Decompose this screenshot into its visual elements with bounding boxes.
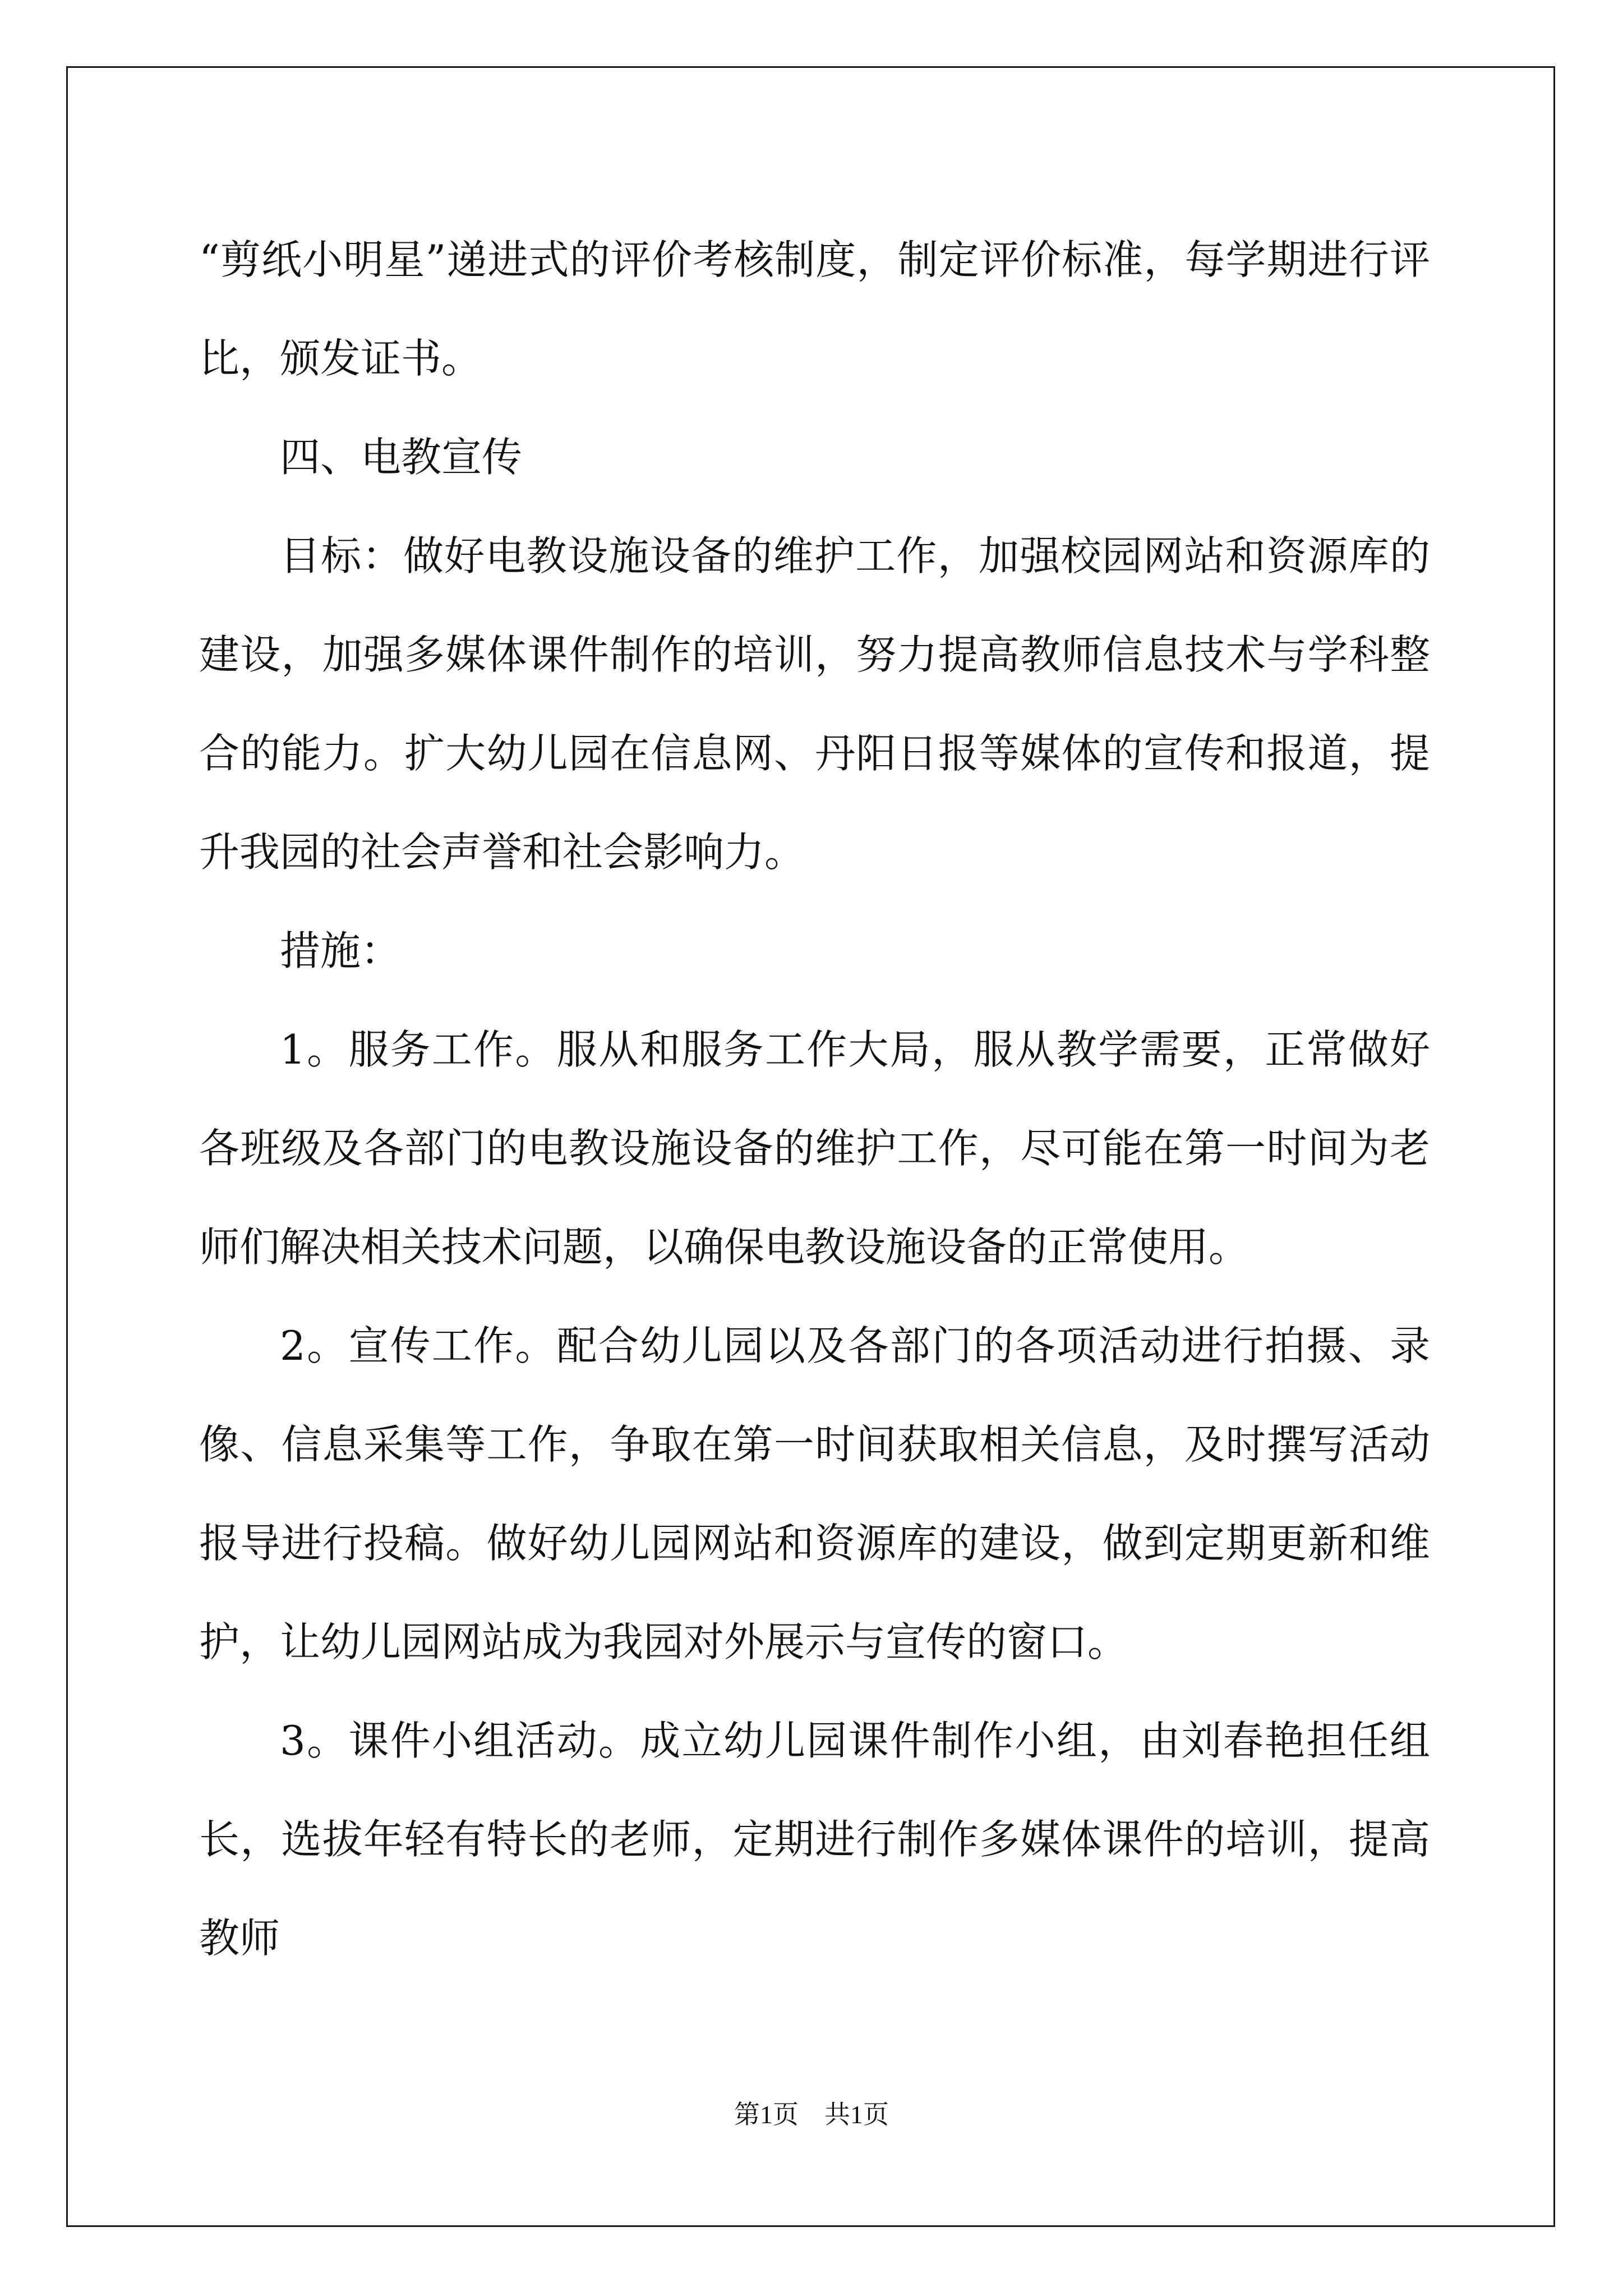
paragraph-goals: 目标：做好电教设施设备的维护工作，加强校园网站和资源库的建设，加强多媒体课件制作的培训，努力提高教师信息技术与学科整合的能力。扩大幼儿园在信息网、丹阳日报等媒体的宣传和报道，提升我园的社会声誉和社会影响力。 bbox=[199, 532, 1430, 876]
paragraph-publicity-work: 2。宣传工作。配合幼儿园以及各部门的各项活动进行拍摄、录像、信息采集等工作，争取在第一时间获取相关信息，及时撰写活动报导进行投稿。做好幼儿园网站和资源库的建设，做到定期更新和维护，让幼儿园网站成为我园对外展示与宣传的窗口。 bbox=[199, 1322, 1430, 1665]
paragraph-courseware-group: 3。课件小组活动。成立幼儿园课件制作小组，由刘春艳担任组长，选拔年轻有特长的老师，定期进行制作多媒体课件的培训，提高教师 bbox=[199, 1717, 1430, 1962]
document-body bbox=[199, 210, 1430, 1987]
page-number: 第1页 bbox=[734, 2100, 799, 2129]
paragraph-service-work: 1。服务工作。服从和服务工作大局，服从教学需要，正常做好各班级及各部门的电教设施设备的维护工作，尽可能在第一时间为老师们解决相关技术问题，以确保电教设施设备的正常使用。 bbox=[199, 1026, 1430, 1271]
section-heading-av-publicity: 四、电教宣传 bbox=[280, 434, 523, 481]
paragraph-measures-label: 措施： bbox=[280, 927, 402, 974]
page-total: 共1页 bbox=[824, 2100, 889, 2129]
page-footer bbox=[0, 2098, 1623, 2132]
paragraph-evaluation-system: “剪纸小明星”递进式的评价考核制度，制定评价标准，每学期进行评比，颁发证书。 bbox=[199, 236, 1430, 382]
